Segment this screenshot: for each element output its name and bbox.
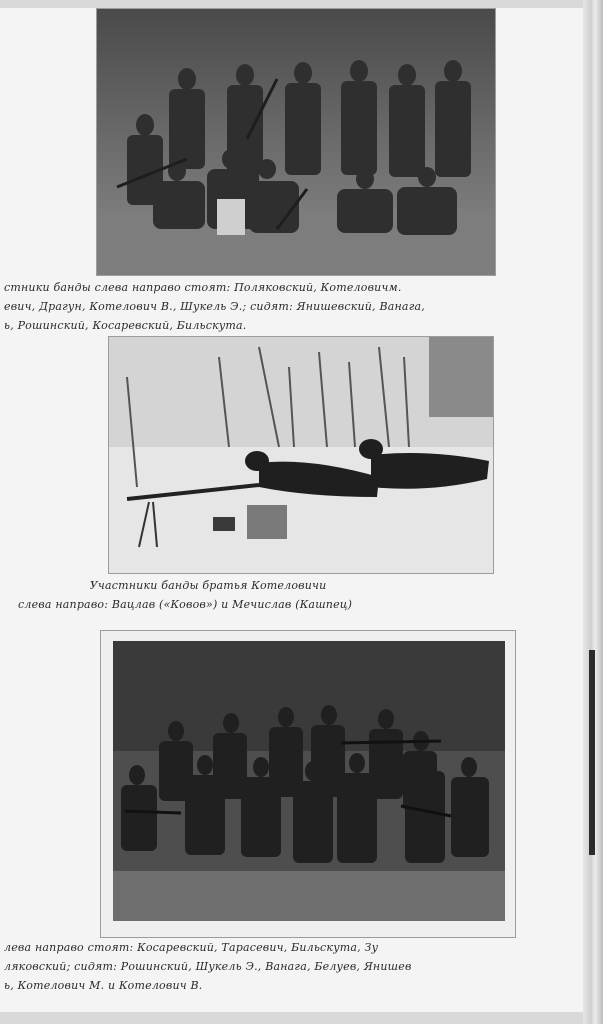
photo-3-image <box>101 631 515 937</box>
caption-1-line-3: ь, Рошинский, Косаревский, Бильскута. <box>4 319 247 332</box>
caption-3-line-3: ь, Котелович М. и Котелович В. <box>4 979 203 992</box>
caption-1-line-1: стники банды слева направо стоят: Поляковский, Котеловичм. <box>4 281 402 294</box>
caption-2-line-1: Участники банды братья Котеловичи <box>89 579 327 592</box>
photo-2-image <box>109 337 493 573</box>
photo-1-image <box>97 9 495 275</box>
caption-3-line-2: ляковский; сидят: Рошинский, Шукель Э., Ванага, Белуев, Янишев <box>4 960 412 973</box>
page-edge <box>583 0 603 1024</box>
caption-photo-2 <box>18 576 352 614</box>
photo-group-forest <box>100 630 516 938</box>
photo-group-standing-sitting <box>96 8 496 276</box>
caption-photo-1 <box>4 278 425 335</box>
caption-1-line-2: евич, Драгун, Котелович В., Шукель Э.; сидят: Янишевский, Ванага, <box>4 300 425 313</box>
photo-machine-gun-snow <box>108 336 494 574</box>
caption-photo-3 <box>4 938 412 995</box>
caption-2-line-2: слева направо: Вацлав («Ковов») и Мечислав (Кашпец) <box>18 598 353 611</box>
page-edge-shadow <box>589 650 595 855</box>
caption-3-line-1: лева направо стоят: Косаревский, Тарасевич, Бильскута, Зу <box>4 941 379 954</box>
